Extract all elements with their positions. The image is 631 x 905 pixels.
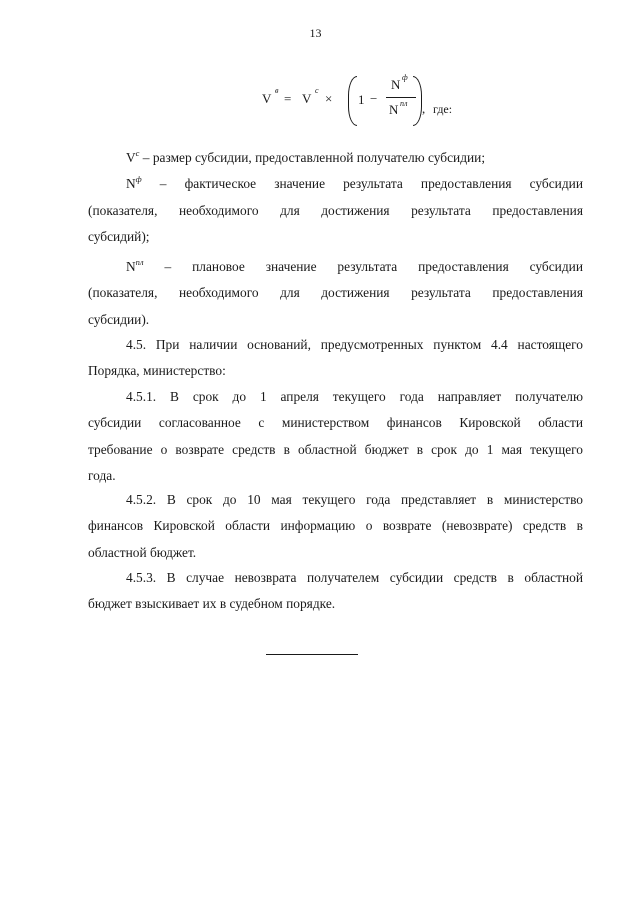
p453-line2: бюджет взыскивает их в судебном порядке. bbox=[88, 596, 336, 612]
p451-line2: субсидии согласованное с министерством финансов Кировской области bbox=[88, 415, 583, 431]
formula-numerator: N bbox=[391, 77, 401, 92]
paragraph-4-5-3 bbox=[88, 565, 583, 618]
formula-where: где: bbox=[433, 102, 453, 116]
formula-left-paren bbox=[348, 76, 357, 126]
page-number: 13 bbox=[309, 26, 322, 40]
def-nf-line2: (показателя, необходимого для достижения результата предоставления bbox=[88, 202, 583, 218]
paragraph-4-5-2 bbox=[88, 487, 583, 566]
formula-rhs-sup: с bbox=[315, 86, 319, 95]
definitions bbox=[88, 145, 583, 250]
formula-equals: = bbox=[284, 91, 292, 106]
p45-line1: 4.5. При наличии оснований, предусмотренных пунктом 4.4 настоящего bbox=[126, 337, 583, 352]
p45-line2: Порядка, министерство: bbox=[88, 363, 226, 379]
p451-line1: 4.5.1. В срок до 1 апреля текущего года направляет получателю bbox=[126, 389, 583, 404]
definitions-plan bbox=[88, 254, 583, 333]
def-npl-line3: субсидии). bbox=[88, 311, 150, 327]
formula-lhs-sup: в bbox=[275, 86, 279, 95]
formula-minus: − bbox=[370, 91, 378, 106]
p452-line1: 4.5.2. В срок до 10 мая текущего года представляет в министерство bbox=[126, 492, 583, 507]
p452-line2: финансов Кировской области информацию о возврате (невозврате) средств в bbox=[88, 518, 583, 534]
formula-rhs: V bbox=[302, 91, 312, 106]
paragraph-4-5-1 bbox=[88, 384, 583, 489]
formula-lhs: V bbox=[262, 91, 272, 106]
formula-denominator: N bbox=[389, 102, 399, 117]
paragraph-4-5 bbox=[88, 332, 583, 385]
formula-right-paren bbox=[413, 76, 422, 126]
formula-comma: , bbox=[422, 101, 426, 116]
p453-line1: 4.5.3. В случае невозврата получателем субсидии средств в областной bbox=[126, 570, 583, 585]
formula-denominator-sup: пл bbox=[400, 99, 408, 108]
def-npl-line2: (показателя, необходимого для достижения результата предоставления bbox=[88, 285, 583, 301]
end-separator-line bbox=[266, 654, 358, 655]
formula-numerator-sup: ф bbox=[402, 73, 408, 82]
formula-times: × bbox=[325, 91, 333, 106]
formula-one: 1 bbox=[358, 92, 365, 107]
formula bbox=[262, 72, 482, 132]
def-nf-line1: $N^ф$ – фактическое значение результата предоставления субсидии bbox=[126, 174, 583, 192]
p451-line4: года. bbox=[88, 467, 116, 483]
def-vc: $V^с$ – размер субсидии, предоставленной получателю субсидии; bbox=[126, 148, 486, 165]
def-npl-line1: $N^{пл}$ – плановое значение результата предоставления субсидии bbox=[126, 257, 583, 274]
p452-line3: областной бюджет. bbox=[88, 544, 197, 560]
p451-line3: требование о возврате средств в областной бюджет в срок до 1 мая текущего bbox=[88, 441, 583, 457]
def-nf-line3: субсидий); bbox=[88, 228, 150, 244]
formula-fraction-line bbox=[386, 97, 416, 98]
